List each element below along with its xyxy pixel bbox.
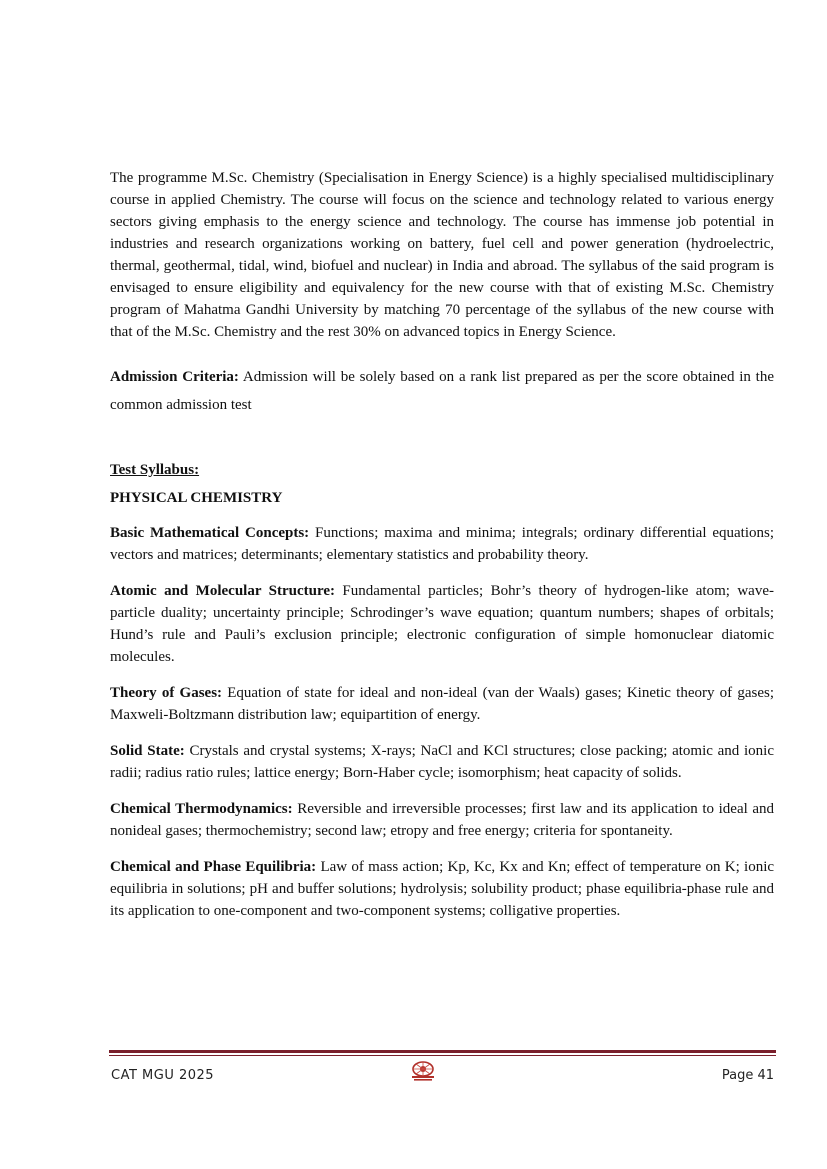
topic-text: Functions; maxima and minima; integrals; ordinary differential equations; vectors and matrices; determinants; elementary statistics and probability theory.	[110, 525, 774, 563]
topic-paragraph	[110, 682, 774, 726]
topic-text: Equation of state for ideal and non-ideal (van der Waals) gases; Kinetic theory of gases; Maxweli-Boltzmann distribution law; equipartition of energy.	[110, 685, 774, 723]
topic-paragraph	[110, 740, 774, 784]
document-body	[110, 167, 774, 936]
topic-title: Chemical and Phase Equilibria:	[110, 859, 317, 875]
admission-label: Admission Criteria:	[110, 369, 239, 385]
footer-rule	[109, 1050, 776, 1053]
topic-title: Atomic and Molecular Structure:	[110, 583, 336, 599]
topic-paragraph	[110, 798, 774, 842]
admission-text: Admission will be solely based on a rank list prepared as per the score obtained in the common admission test	[110, 369, 774, 413]
intro-paragraph: The programme M.Sc. Chemistry (Specialisation in Energy Science) is a highly specialised multidisciplinary course in applied Chemistry. The course will focus on the science and technology related to various energy sectors giving emphasis to the energy science and technology. The course has immense job potential in industries and research organizations working on battery, fuel cell and power generation (hydroelectric, thermal, geothermal, tidal, wind, biofuel and nuclear) in India and abroad. The syllabus of the said program is envisaged to ensure eligibility and equivalency for the new course with that of existing M.Sc. Chemistry program of Mahatma Gandhi University by matching 70 percentage of the syllabus of the new course with that of the M.Sc. Chemistry and the rest 30% on advanced topics in Energy Science.	[110, 170, 774, 340]
university-emblem-icon	[409, 1060, 437, 1082]
topic-text: Law of mass action; Kp, Kc, Kx and Kn; effect of temperature on K; ionic equilibria in solutions; pH and buffer solutions; hydrolysis; solubility product; phase equilibria-phase rule and its application to one-component and two-component systems; colligative properties.	[110, 859, 775, 919]
topic-text: Fundamental particles; Bohr’s theory of hydrogen-like atom; wave-particle duality; uncertainty principle; Schrodinger’s wave equation; quantum numbers; shapes of orbitals; Hund’s rule and Pauli’s exclusion principle; electronic configuration of simple homonuclear diatomic molecules.	[110, 583, 774, 665]
footer-rule-thin	[109, 1055, 776, 1056]
topic-title: Theory of Gases:	[110, 685, 223, 701]
topic-paragraph	[110, 522, 774, 566]
section-heading: PHYSICAL CHEMISTRY	[110, 490, 283, 506]
topic-paragraph	[110, 580, 774, 668]
topic-paragraph	[110, 856, 774, 922]
test-syllabus-heading: Test Syllabus:	[110, 462, 200, 478]
topic-title: Basic Mathematical Concepts:	[110, 525, 310, 541]
topic-text: Crystals and crystal systems; X-rays; NaCl and KCl structures; close packing; atomic and ionic radii; radius ratio rules; lattice energy; Born-Haber cycle; isomorphism; heat capacity of solids.	[110, 743, 774, 781]
footer-left-text: CAT MGU 2025	[111, 1068, 215, 1083]
topic-title: Chemical Thermodynamics:	[110, 801, 293, 817]
page-number: Page 41	[721, 1068, 774, 1083]
topic-title: Solid State:	[110, 743, 185, 759]
topic-text: Reversible and irreversible processes; first law and its application to ideal and nonideal gases; thermochemistry; second law; etropy and free energy; criteria for spontaneity.	[110, 801, 774, 839]
admission-paragraph	[110, 363, 774, 419]
